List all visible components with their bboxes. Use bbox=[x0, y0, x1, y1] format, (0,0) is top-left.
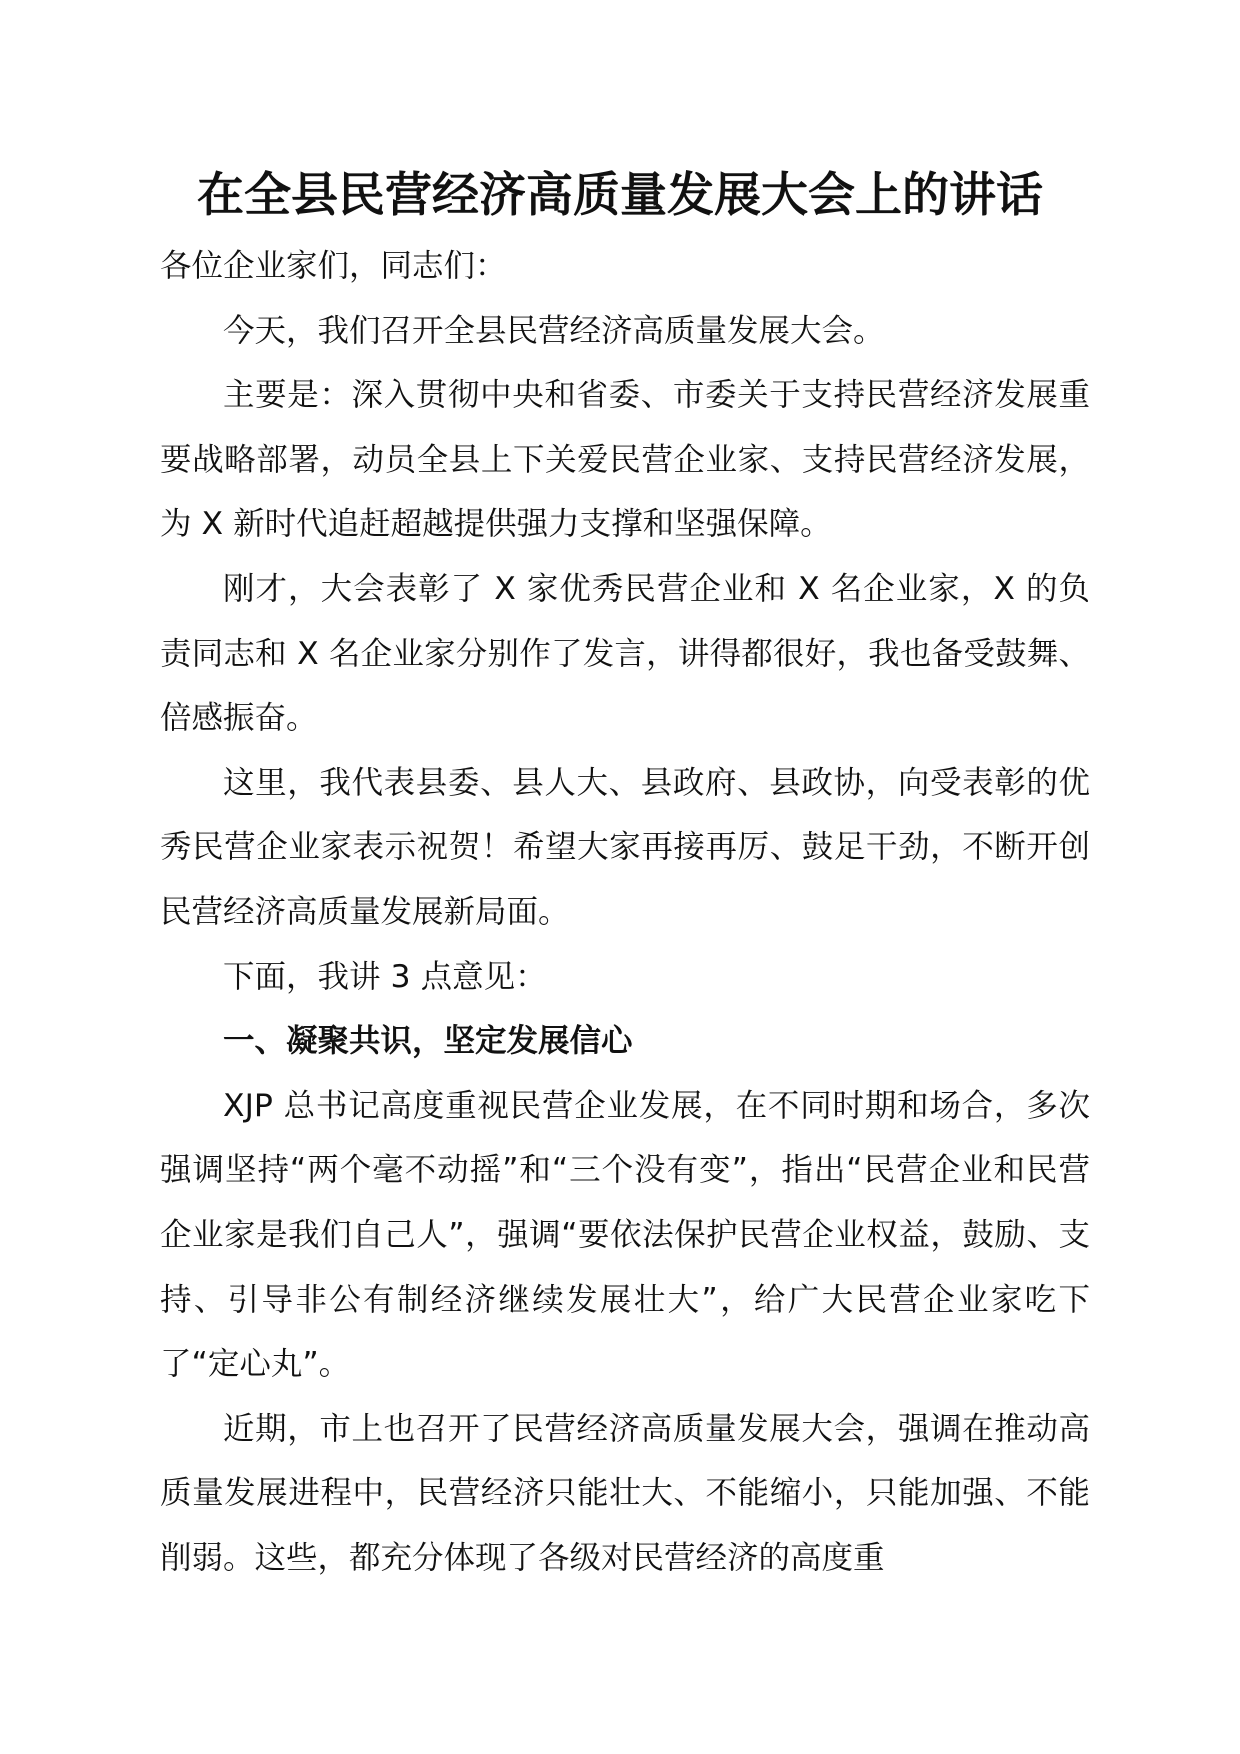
document-title: 在全县民营经济高质量发展大会上的讲话 bbox=[197, 168, 1043, 223]
salutation: 各位企业家们，同志们： bbox=[160, 248, 507, 284]
paragraph-section-1: XJP 总书记高度重视民营企业发展，在不同时期和场合，多次强调坚持“两个毫不动摇”和“三个没有变”，指出“民营企业和民营企业家是我们自己人”，强调“要依法保护民营企业权益，鼓励、支持、引导非公有制经济继续发展壮大”，给广大民营企业家吃下了“定心丸”。 bbox=[160, 1087, 1090, 1383]
paragraph-congratulation: 这里，我代表县委、县人大、县政府、县政协，向受表彰的优秀民营企业家表示祝贺！希望大家再接再厉、鼓足干劲，不断开创民营经济高质量发展新局面。 bbox=[160, 764, 1090, 930]
paragraph-agenda: 下面，我讲 3 点意见： bbox=[223, 958, 547, 995]
paragraph-opening: 今天，我们召开全县民营经济高质量发展大会。 bbox=[223, 312, 885, 349]
paragraph-purpose: 主要是：深入贯彻中央和省委、市委关于支持民营经济发展重要战略部署，动员全县上下关爱民营企业家、支持民营经济发展，为 X 新时代追赶超越提供强力支撑和坚强保障。 bbox=[160, 377, 1090, 543]
paragraph-commendation: 刚才，大会表彰了 X 家优秀民营企业和 X 名企业家，X 的负责同志和 X 名企业家分别作了发言，讲得都很好，我也备受鼓舞、倍感振奋。 bbox=[160, 570, 1090, 737]
section-heading: 一、凝聚共识，坚定发展信心 bbox=[223, 1023, 633, 1060]
document-body bbox=[160, 234, 1090, 1590]
paragraph-section-2: 近期，市上也召开了民营经济高质量发展大会，强调在推动高质量发展进程中，民营经济只能壮大、不能缩小，只能加强、不能削弱。这些，都充分体现了各级对民营经济的高度重 bbox=[160, 1410, 1090, 1576]
